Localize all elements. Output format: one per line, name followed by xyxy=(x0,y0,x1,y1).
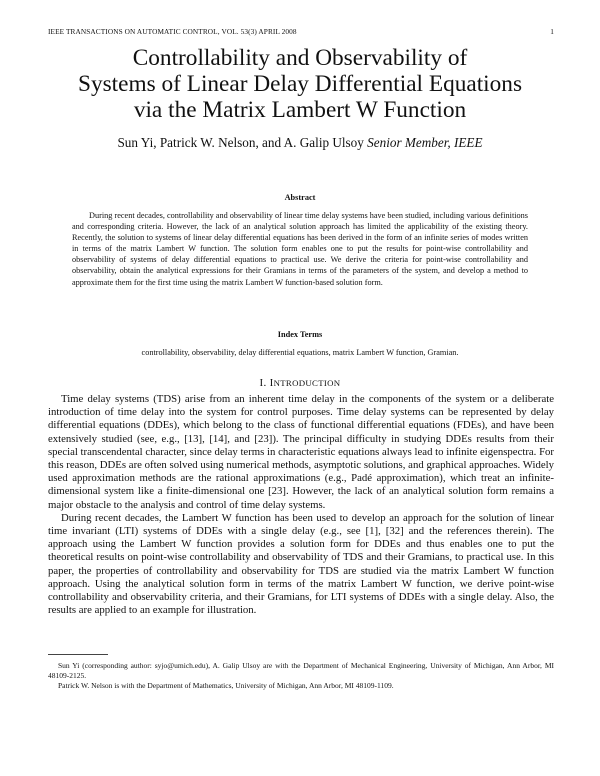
running-head xyxy=(48,27,554,36)
section-heading-introduction xyxy=(40,377,560,389)
index-terms-heading: Index Terms xyxy=(277,330,323,339)
abstract-text: During recent decades, controllability and observability of linear time delay systems have been studied, including various definitions and corresponding criteria. However, the lack of an analytical solution approach has limited the applicability of the existing theory. Recently, the solution to systems of linear delay differential equations has been derived in the form of an infinite series of modes written in terms of the matrix Lambert W function. The solution form enables one to put the results for point-wise controllability and observability of systems of delay differential equations to practical use. We derive the criteria for point-wise controllability and observability, obtain the analytical expressions for their Gramians in terms of the parameters of the system, and develop a method to approximate them for the first time using the matrix Lambert W function-based solution form. xyxy=(72,211,528,287)
abstract-heading: Abstract xyxy=(284,193,316,202)
index-terms-text: controllability, observability, delay differential equations, matrix Lambert W function, Gramian. xyxy=(141,348,459,357)
page-number: 1 xyxy=(550,27,554,36)
author-membership: Senior Member, IEEE xyxy=(367,135,483,150)
paper-title xyxy=(40,45,560,123)
introduction-body xyxy=(48,393,554,617)
section-title-rest: NTRODUCTION xyxy=(273,378,341,388)
intro-paragraph: Time delay systems (TDS) arise from an inherent time delay in the components of the system or a deliberate introduction of time delay into the system for control purposes. Time delay systems can be represented by delay differential equations (DDEs), which belong to the class of functional differential equations (FDEs), and have been extensively studied (see, e.g., [13], [14], and [23]). The principal difficulty in studying DDEs results from their special transcendental character, since delay terms in characteristic equations always lead to infinite eigenspectra. For this reason, DDEs are often solved using numerical methods, asymptotic solutions, and graphical approaches. Widely used approximation methods are the rational approximations (e.g., Padé approximation), which treat an infinite-dimensional system like a finite-dimensional one [23]. However, the lack of an analytical solution form remains a major obstacle to the analysis and control of time delay systems. xyxy=(48,393,554,511)
title-line: via the Matrix Lambert W Function xyxy=(133,97,467,123)
title-line: Controllability and Observability of xyxy=(132,45,468,71)
author-names: Sun Yi, Patrick W. Nelson, and A. Galip Ulsoy xyxy=(117,135,364,150)
footnotes xyxy=(48,661,554,691)
footnote-rule xyxy=(48,654,108,655)
intro-paragraph: During recent decades, the Lambert W function has been used to develop an approach for the solution of linear time invariant (LTI) systems of DDEs with a single delay (e.g., see [1], [32] and the references therein). The approach using the Lambert W function provides a solution form for DDEs and thus enables one to put the theoretical results on point-wise controllability and observability of TDS and their Gramians, to practical use. In this paper, the properties of controllability and observability for TDS are studied via the matrix Lambert W function approach. Using the analytical solution form in terms of the matrix Lambert W function, we derive point-wise controllability and observability criteria, and their Gramians, for LTI systems of DDEs with a single delay. Also, the results are applied to an example for illustration. xyxy=(48,511,554,617)
section-title-initial: I xyxy=(269,377,274,389)
footnote: Patrick W. Nelson is with the Department of Mathematics, University of Michigan, Ann Arbor, MI 48109-1109. xyxy=(58,681,394,691)
section-numeral: I. xyxy=(259,377,267,389)
author-line xyxy=(40,135,560,151)
title-line: Systems of Linear Delay Differential Equations xyxy=(77,71,523,97)
footnote: Sun Yi (corresponding author: syjo@umich.edu), A. Galip Ulsoy are with the Department of Mechanical Engineering, University of Michigan, Ann Arbor, MI 48109-2125. xyxy=(48,661,554,681)
journal-name: IEEE TRANSACTIONS ON AUTOMATIC CONTROL, VOL. 53(3) APRIL 2008 xyxy=(48,27,297,36)
